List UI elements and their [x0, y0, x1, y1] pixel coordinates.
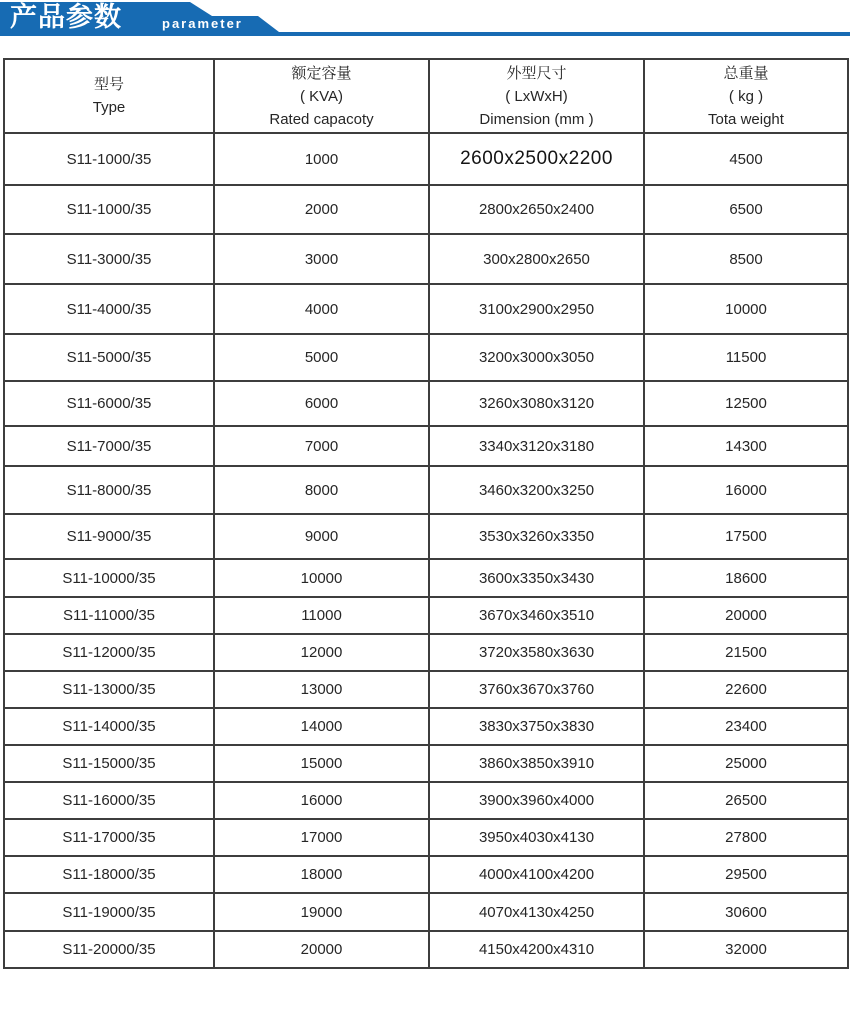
- column-header-capacity: [214, 59, 429, 133]
- cell-capacity: 1000: [214, 133, 429, 185]
- column-header-line: Tota weight: [708, 110, 784, 128]
- column-header-line: ( KVA): [299, 87, 344, 105]
- cell-weight: 6500: [644, 185, 848, 234]
- table-row: [4, 634, 848, 671]
- cell-dimension: 3950x4030x4130: [429, 819, 644, 856]
- banner-shape: [0, 2, 850, 36]
- cell-model: S11-17000/35: [4, 819, 214, 856]
- cell-dimension: 3100x2900x2950: [429, 284, 644, 334]
- cell-capacity: 8000: [214, 466, 429, 514]
- table-row: [4, 597, 848, 634]
- cell-model: S11-15000/35: [4, 745, 214, 782]
- banner-background: [0, 0, 850, 40]
- table-row: [4, 514, 848, 559]
- cell-model: S11-19000/35: [4, 893, 214, 931]
- table-row: [4, 819, 848, 856]
- cell-capacity: 18000: [214, 856, 429, 893]
- cell-model: S11-12000/35: [4, 634, 214, 671]
- column-header-line: 外型尺寸: [506, 64, 567, 82]
- cell-capacity: 9000: [214, 514, 429, 559]
- cell-dimension: 3860x3850x3910: [429, 745, 644, 782]
- column-header-line: Type: [92, 99, 126, 116]
- table-row: [4, 133, 848, 185]
- cell-capacity: 11000: [214, 597, 429, 634]
- cell-dimension: 4070x4130x4250: [429, 893, 644, 931]
- cell-dimension: 4000x4100x4200: [429, 856, 644, 893]
- cell-capacity: 10000: [214, 559, 429, 597]
- cell-model: S11-8000/35: [4, 466, 214, 514]
- cell-dimension: 300x2800x2650: [429, 234, 644, 284]
- cell-dimension: 4150x4200x4310: [429, 931, 644, 968]
- column-header-line: ( LxWxH): [505, 87, 568, 105]
- cell-dimension: 3260x3080x3120: [429, 381, 644, 426]
- table-header-row: [4, 59, 848, 133]
- cell-capacity: 6000: [214, 381, 429, 426]
- cell-weight: 25000: [644, 745, 848, 782]
- cell-model: S11-4000/35: [4, 284, 214, 334]
- table-row: [4, 426, 848, 466]
- cell-model: S11-5000/35: [4, 334, 214, 381]
- table-row: [4, 334, 848, 381]
- cell-model: S11-14000/35: [4, 708, 214, 745]
- cell-weight: 8500: [644, 234, 848, 284]
- cell-weight: 22600: [644, 671, 848, 708]
- table-row: [4, 782, 848, 819]
- column-header-line: 额定容量: [291, 64, 352, 82]
- cell-capacity: 15000: [214, 745, 429, 782]
- cell-dimension: 2600x2500x2200: [429, 133, 644, 185]
- cell-weight: 32000: [644, 931, 848, 968]
- column-header-line: 总重量: [723, 64, 769, 82]
- cell-model: S11-10000/35: [4, 559, 214, 597]
- cell-weight: 27800: [644, 819, 848, 856]
- cell-model: S11-16000/35: [4, 782, 214, 819]
- cell-weight: 21500: [644, 634, 848, 671]
- table-row: [4, 931, 848, 968]
- cell-weight: 23400: [644, 708, 848, 745]
- cell-dimension: 3900x3960x4000: [429, 782, 644, 819]
- cell-model: S11-9000/35: [4, 514, 214, 559]
- cell-model: S11-1000/35: [4, 133, 214, 185]
- cell-weight: 11500: [644, 334, 848, 381]
- table-row: [4, 466, 848, 514]
- table-row: [4, 745, 848, 782]
- cell-dimension: 3760x3670x3760: [429, 671, 644, 708]
- cell-dimension: 3530x3260x3350: [429, 514, 644, 559]
- cell-capacity: 2000: [214, 185, 429, 234]
- table-row: [4, 856, 848, 893]
- cell-model: S11-1000/35: [4, 185, 214, 234]
- column-header-model: [4, 59, 214, 133]
- cell-weight: 18600: [644, 559, 848, 597]
- cell-dimension: 3200x3000x3050: [429, 334, 644, 381]
- table-row: [4, 708, 848, 745]
- product-parameter-table: [3, 58, 849, 969]
- cell-dimension: 3720x3580x3630: [429, 634, 644, 671]
- column-header-line: ( kg ): [728, 87, 764, 105]
- cell-weight: 26500: [644, 782, 848, 819]
- cell-weight: 16000: [644, 466, 848, 514]
- cell-capacity: 13000: [214, 671, 429, 708]
- table-body: [4, 133, 848, 968]
- cell-capacity: 4000: [214, 284, 429, 334]
- cell-capacity: 7000: [214, 426, 429, 466]
- cell-weight: 30600: [644, 893, 848, 931]
- table-row: [4, 284, 848, 334]
- table-row: [4, 234, 848, 284]
- table-row: [4, 381, 848, 426]
- cell-dimension: 2800x2650x2400: [429, 185, 644, 234]
- cell-capacity: 20000: [214, 931, 429, 968]
- cell-weight: 4500: [644, 133, 848, 185]
- column-header-dimension: [429, 59, 644, 133]
- cell-capacity: 17000: [214, 819, 429, 856]
- table-row: [4, 671, 848, 708]
- table-header: [4, 59, 848, 133]
- table-row: [4, 893, 848, 931]
- section-header-banner: [0, 0, 850, 40]
- table-row: [4, 185, 848, 234]
- cell-weight: 10000: [644, 284, 848, 334]
- cell-weight: 17500: [644, 514, 848, 559]
- cell-capacity: 5000: [214, 334, 429, 381]
- cell-model: S11-11000/35: [4, 597, 214, 634]
- cell-weight: 12500: [644, 381, 848, 426]
- cell-capacity: 14000: [214, 708, 429, 745]
- cell-model: S11-6000/35: [4, 381, 214, 426]
- cell-model: S11-13000/35: [4, 671, 214, 708]
- cell-dimension: 3340x3120x3180: [429, 426, 644, 466]
- cell-weight: 20000: [644, 597, 848, 634]
- table-row: [4, 559, 848, 597]
- column-header-weight: [644, 59, 848, 133]
- cell-dimension: 3460x3200x3250: [429, 466, 644, 514]
- banner-title-en: parameter: [162, 16, 243, 31]
- cell-dimension: 3830x3750x3830: [429, 708, 644, 745]
- cell-dimension: 3600x3350x3430: [429, 559, 644, 597]
- cell-dimension: 3670x3460x3510: [429, 597, 644, 634]
- cell-model: S11-3000/35: [4, 234, 214, 284]
- column-header-line: Rated capacoty: [269, 110, 374, 128]
- cell-weight: 29500: [644, 856, 848, 893]
- cell-model: S11-7000/35: [4, 426, 214, 466]
- cell-capacity: 3000: [214, 234, 429, 284]
- cell-capacity: 12000: [214, 634, 429, 671]
- banner-title-cn: 产品参数: [10, 2, 122, 32]
- cell-weight: 14300: [644, 426, 848, 466]
- cell-model: S11-20000/35: [4, 931, 214, 968]
- cell-capacity: 19000: [214, 893, 429, 931]
- cell-model: S11-18000/35: [4, 856, 214, 893]
- cell-capacity: 16000: [214, 782, 429, 819]
- column-header-line: 型号: [93, 76, 124, 93]
- column-header-line: Dimension (mm ): [479, 110, 594, 128]
